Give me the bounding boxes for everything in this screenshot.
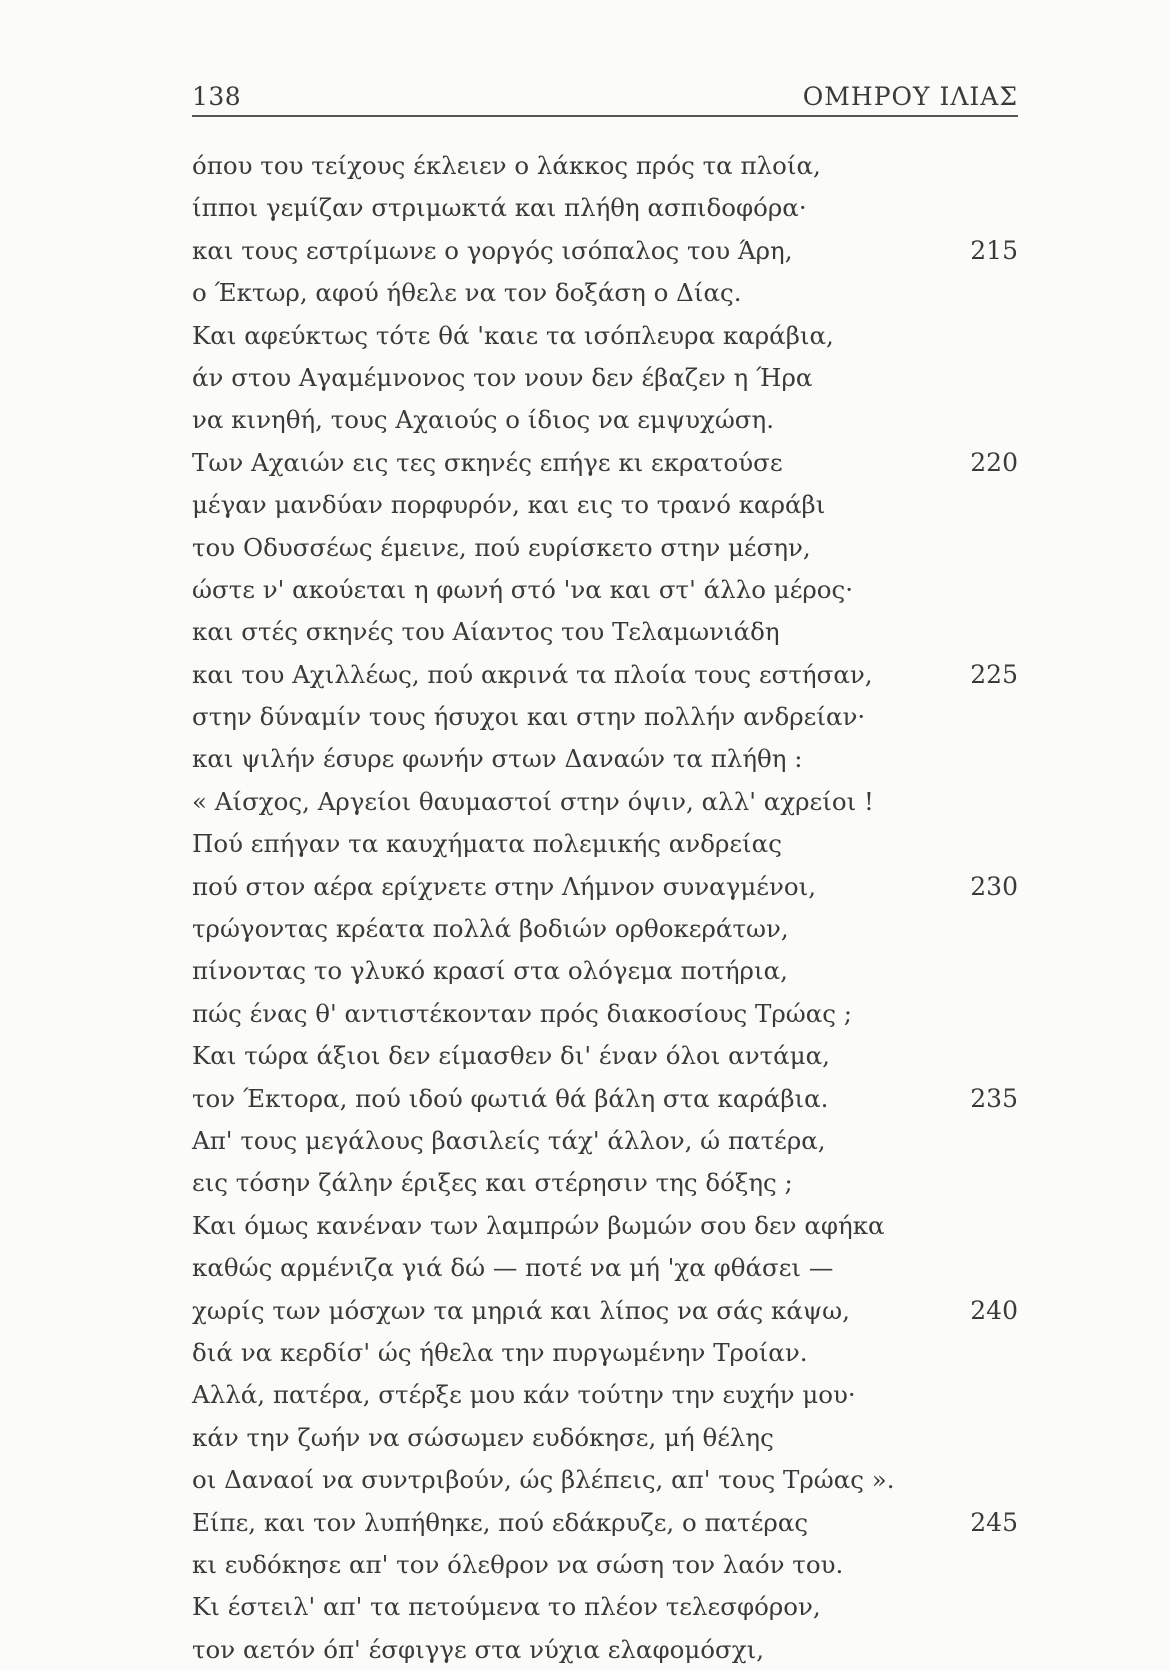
verse-text: ο Έκτωρ, αφού ήθελε να τον δοξάση ο Δίας. (192, 278, 742, 308)
verse-line (192, 950, 1018, 992)
header-rule (192, 115, 1018, 117)
verse-text: τον Έκτορα, πού ιδού φωτιά θά βάλη στα καράβια. (192, 1083, 829, 1113)
verse-line (192, 272, 1018, 314)
verse-text: κάν την ζωήν να σώσωμεν ευδόκησε, μή θέλης (192, 1422, 774, 1452)
verse-line (192, 1247, 1018, 1289)
verse-line (192, 315, 1018, 357)
verse-line (192, 1544, 1018, 1586)
verse-line (192, 357, 1018, 399)
verse-line (192, 1502, 1018, 1544)
verse-line (192, 738, 1018, 780)
verse-line (192, 611, 1018, 653)
verse-line (192, 1459, 1018, 1501)
verse-text: να κινηθή, τους Αχαιούς ο ίδιος να εμψυχώση. (192, 405, 774, 435)
verse-text: και ψιλήν έσυρε φωνήν στων Δαναών τα πλήθη : (192, 744, 803, 774)
verse-line (192, 866, 1018, 908)
verse-line (192, 781, 1018, 823)
verse-number: 235 (970, 1083, 1018, 1113)
verse-line (192, 399, 1018, 441)
verse-number: 230 (970, 871, 1018, 901)
verse-text: πώς ένας θ' αντιστέκονταν πρός διακοσίους Τρώας ; (192, 998, 853, 1028)
verse-text: χωρίς των μόσχων τα μηριά και λίπος να σάς κάψω, (192, 1295, 850, 1325)
verse-text: του Οδυσσέως έμεινε, πού ευρίσκετο στην μέσην, (192, 532, 811, 562)
verse-number: 220 (970, 447, 1018, 477)
verse-line (192, 569, 1018, 611)
verse-text: Των Αχαιών εις τες σκηνές επήγε κι εκρατούσε (192, 447, 783, 477)
verse-text: καθώς αρμένιζα γιά δώ — ποτέ να μή 'χα φθάσει — (192, 1253, 834, 1283)
verse-line (192, 1205, 1018, 1247)
verse-text: ώστε ν' ακούεται η φωνή στό 'να και στ' άλλο μέρος· (192, 574, 854, 604)
verse-line (192, 993, 1018, 1035)
verse-text: Κι έστειλ' απ' τα πετούμενα το πλέον τελεσφόρον, (192, 1592, 821, 1622)
verse-text: Είπε, και τον λυπήθηκε, πού εδάκρυζε, ο πατέρας (192, 1507, 809, 1537)
verse-number: 225 (970, 659, 1018, 689)
verse-number: 215 (970, 235, 1018, 265)
verse-line (192, 484, 1018, 526)
verse-text: άν στου Αγαμέμνονος τον νουν δεν έβαζεν η Ήρα (192, 362, 813, 392)
verse-text: πού στον αέρα ερίχνετε στην Λήμνον συναγμένοι, (192, 871, 816, 901)
verse-text: και στές σκηνές του Αίαντος του Τελαμωνιάδη (192, 617, 780, 647)
verse-text: όπου του τείχους έκλειεν ο λάκκος πρός τα πλοία, (192, 151, 821, 180)
verse-number: 245 (970, 1507, 1018, 1537)
verse-text: τον αετόν όπ' έσφιγγε στα νύχια ελαφομόσχι, (192, 1634, 765, 1664)
verse-text: και του Αχιλλέως, πού ακρινά τα πλοία τους εστήσαν, (192, 659, 873, 689)
verse-line (192, 654, 1018, 696)
verse-text: μέγαν μανδύαν πορφυρόν, και εις το τρανό καράβι (192, 490, 826, 520)
verse-text: διά να κερδίσ' ώς ήθελα την πυργωμένην Τροίαν. (192, 1337, 808, 1367)
verse-line (192, 145, 1018, 187)
verse-text: τρώγοντας κρέατα πολλά βοδιών ορθοκεράτων, (192, 914, 789, 944)
verse-line (192, 527, 1018, 569)
verse-number: 240 (970, 1295, 1018, 1325)
verse-line (192, 1629, 1018, 1671)
verse-line (192, 1162, 1018, 1204)
verse-line (192, 1290, 1018, 1332)
verse-line (192, 696, 1018, 738)
verse-text: κι ευδόκησε απ' τον όλεθρον να σώση τον λαόν του. (192, 1549, 844, 1579)
verse-text: ίπποι γεμίζαν στριμωκτά και πλήθη ασπιδοφόρα· (192, 193, 807, 223)
verse-text: Αλλά, πατέρα, στέρξε μου κάν τούτην την ευχήν μου· (192, 1380, 856, 1410)
verse-text: οι Δαναοί να συντριβούν, ώς βλέπεις, απ' τους Τρώας ». (192, 1465, 895, 1495)
verse-text: και τους εστρίμωνε ο γοργός ισόπαλος του Άρη, (192, 235, 793, 265)
verse-line (192, 442, 1018, 484)
verse-text: εις τόσην ζάλην έριξες και στέρησιν της δόξης ; (192, 1168, 793, 1198)
verse-line (192, 823, 1018, 865)
verse-text: πίνοντας το γλυκό κρασί στα ολόγεμα ποτήρια, (192, 956, 788, 986)
verse-line (192, 1374, 1018, 1416)
verse-text: Και τώρα άξιοι δεν είμασθεν δι' έναν όλοι αντάμα, (192, 1041, 830, 1071)
poem-text (192, 145, 1018, 1671)
verse-text: « Αίσχος, Αργείοι θαυμαστοί στην όψιν, αλλ' αχρείοι ! (192, 786, 874, 816)
running-title: ΟΜΗΡΟΥ ΙΛΙΑΣ (802, 82, 1018, 111)
verse-text: Απ' τους μεγάλους βασιλείς τάχ' άλλον, ώ πατέρα, (192, 1125, 826, 1155)
verse-text: στην δύναμίν τους ήσυχοι και στην πολλήν ανδρείαν· (192, 702, 866, 732)
verse-line (192, 1332, 1018, 1374)
verse-line (192, 908, 1018, 950)
verse-line (192, 1120, 1018, 1162)
verse-text: Και αφεύκτως τότε θά 'καιε τα ισόπλευρα καράβια, (192, 320, 834, 350)
verse-text: Και όμως κανέναν των λαμπρών βωμών σου δεν αφήκα (192, 1210, 885, 1240)
verse-line (192, 1586, 1018, 1628)
page-number: 138 (192, 82, 242, 111)
verse-line (192, 187, 1018, 229)
verse-line (192, 1035, 1018, 1077)
verse-text: Πού επήγαν τα καυχήματα πολεμικής ανδρείας (192, 829, 782, 859)
verse-line (192, 1078, 1018, 1120)
verse-line (192, 230, 1018, 272)
verse-line (192, 1417, 1018, 1459)
page-header (192, 80, 1018, 114)
